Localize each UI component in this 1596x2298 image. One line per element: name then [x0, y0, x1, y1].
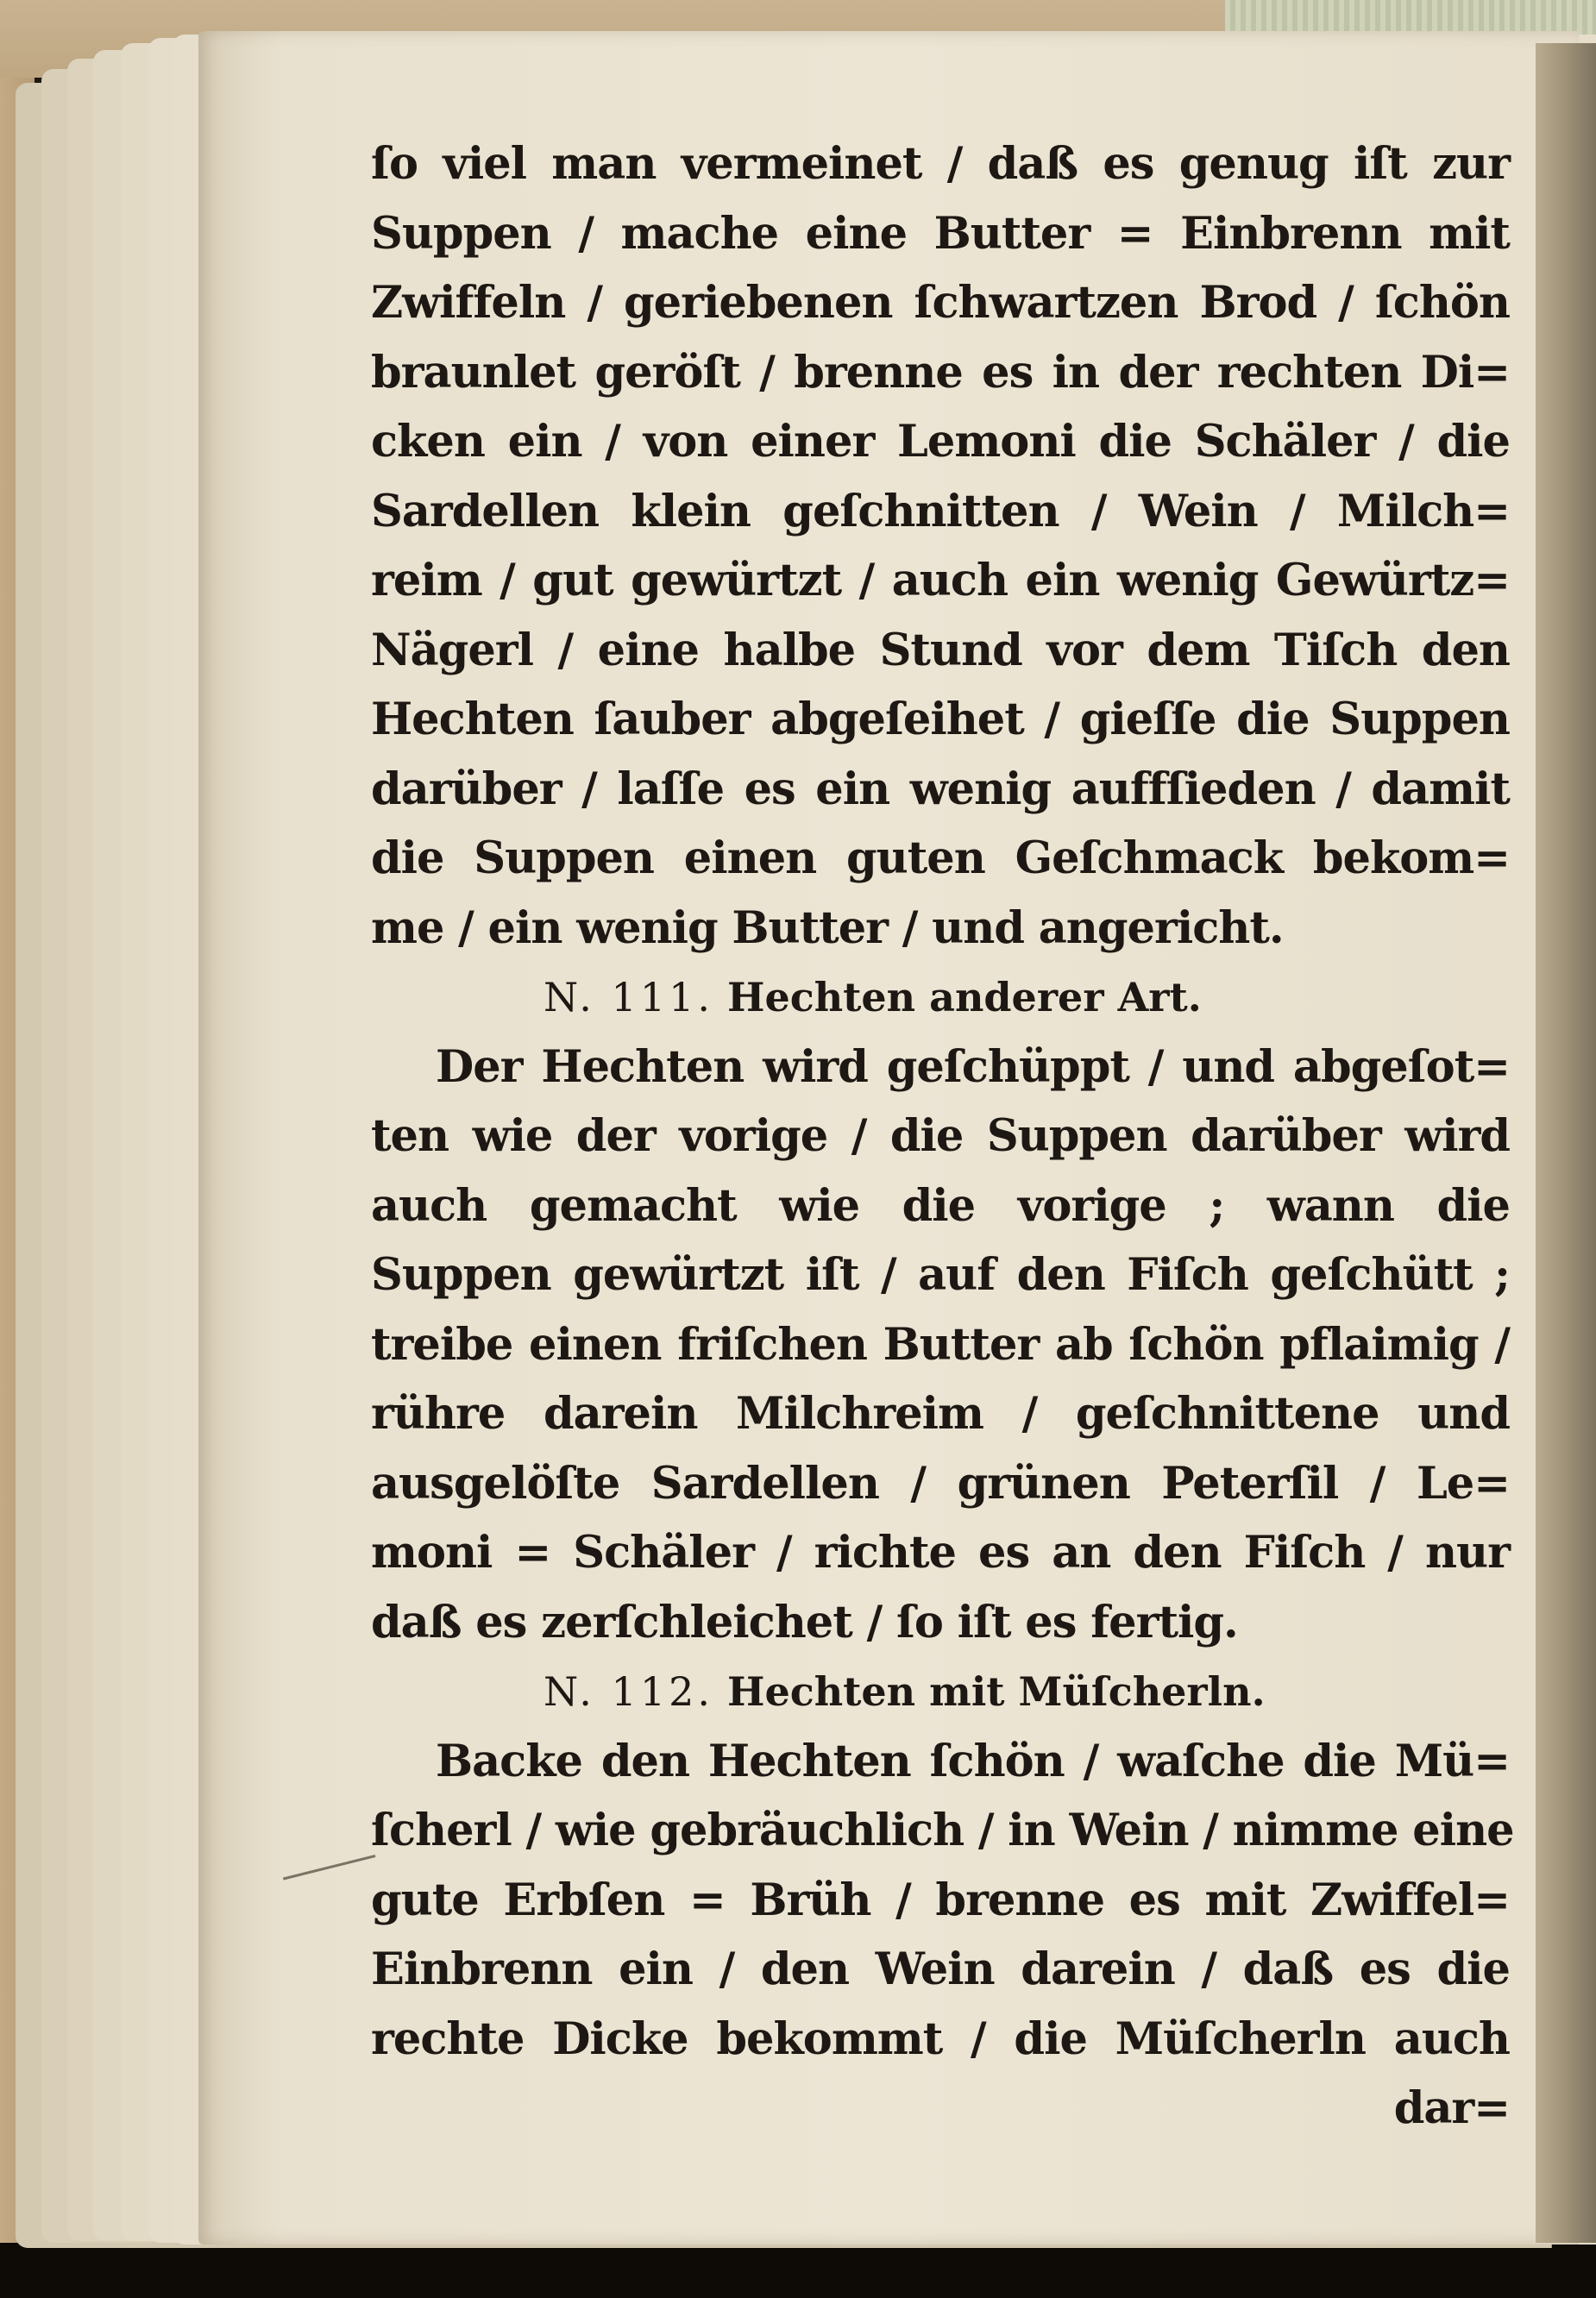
text-line: treibe einen friſchen Butter ab ſchön pflaimig /: [371, 1318, 1510, 1371]
text-line: rühre darein Milchreim / geſchnittene und: [371, 1388, 1510, 1440]
text-line: daß es zerſchleichet / ſo iſt es fertig.: [371, 1596, 1238, 1648]
text-line: Sardellen klein geſchnitten / Wein / Milch=: [371, 485, 1510, 537]
catchword: dar=: [1393, 2082, 1510, 2134]
text-line: me / ein wenig Butter / und angericht.: [371, 901, 1284, 954]
text-line: auch gemacht wie die vorige ; wann die: [371, 1179, 1510, 1232]
text-line: Backe den Hechten ſchön / waſche die Mü=: [436, 1735, 1510, 1787]
text-line: Suppen gewürtzt iſt / auf den Fiſch geſchütt ;: [371, 1249, 1510, 1301]
text-line: darüber / laſſe es ein wenig auffſieden / damit: [371, 763, 1510, 815]
text-line: die Suppen einen guten Geſchmack bekom=: [371, 832, 1510, 884]
text-line: gute Erbſen = Brüh / brenne es mit Zwiffel=: [371, 1874, 1510, 1926]
text-line: Suppen / mache eine Butter = Einbrenn mit: [371, 207, 1510, 260]
text-line: moni = Schäler / richte es an den Fiſch / nur: [371, 1527, 1510, 1579]
text-line: Hechten ſauber abgeſeihet / gieſſe die Suppen: [371, 694, 1510, 745]
text-line: rechte Dicke bekommt / die Müſcherln auch: [371, 2012, 1510, 2065]
text-line: Der Hechten wird geſchüppt / und abgeſot=: [436, 1040, 1510, 1093]
text-line: ausgelöſte Sardellen / grünen Peterſil / Le=: [371, 1457, 1510, 1510]
recipe-number: N. 112.: [544, 1668, 713, 1715]
text-line: Zwiffeln / geriebenen ſchwartzen Brod / ſchön: [371, 277, 1510, 329]
recipe-title: Hechten anderer Art.: [726, 974, 1202, 1020]
page-text: [371, 129, 1514, 2144]
recipe-heading: [371, 1657, 1510, 1727]
text-line: reim / gut gewürtzt / auch ein wenig Gewürtz=: [371, 555, 1510, 606]
text-line: braunlet geröſt / brenne es in der rechten Di=: [371, 346, 1510, 399]
book-gutter: [1536, 43, 1596, 2243]
bottom-shadow: [0, 2243, 1596, 2298]
text-line: ten wie der vorige / die Suppen darüber wird: [371, 1110, 1510, 1162]
recipe-title: Hechten mit Müſcherln.: [726, 1668, 1266, 1715]
text-line: ſcherl / wie gebräuchlich / in Wein / nimme eine: [371, 1805, 1514, 1856]
text-line: Einbrenn ein / den Wein darein / daß es die: [371, 1943, 1510, 1995]
text-line: cken ein / von einer Lemoni die Schäler / die: [371, 416, 1510, 468]
recipe-number: N. 111.: [544, 974, 713, 1020]
recipe-heading: [371, 963, 1510, 1033]
text-line: ſo viel man vermeinet / daß es genug iſt zur: [371, 138, 1510, 190]
text-line: Nägerl / eine halbe Stund vor dem Tiſch den: [371, 624, 1510, 676]
